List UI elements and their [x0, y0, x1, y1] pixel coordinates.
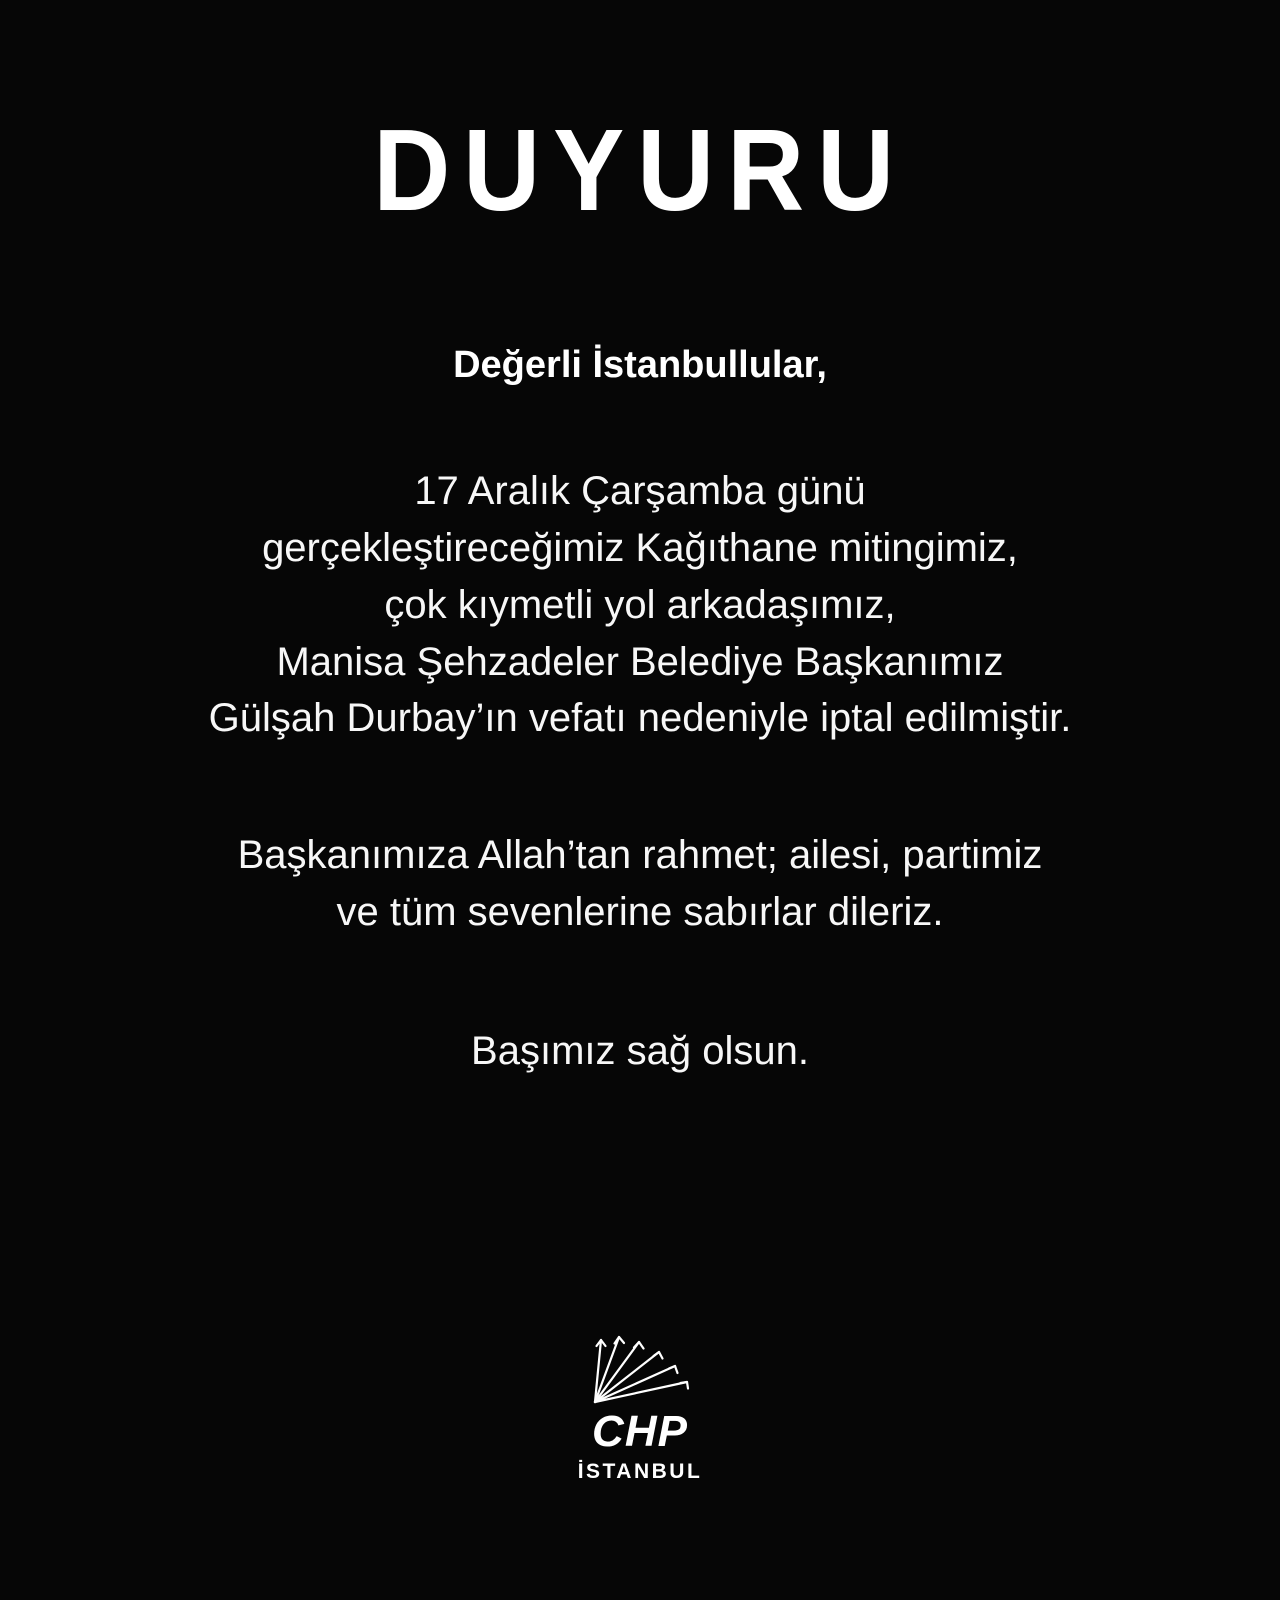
chp-six-arrows-icon [581, 1332, 699, 1404]
text-line: 17 Aralık Çarşamba günü [414, 469, 866, 514]
text-line: Gülşah Durbay’ın vefatı nedeniyle iptal edilmiştir. [208, 696, 1072, 741]
paragraph-condolence [100, 827, 1180, 941]
text-line: Başkanımıza Allah’tan rahmet; ailesi, partimiz [237, 833, 1043, 878]
salutation: Değerli İstanbullular, [453, 344, 827, 386]
paragraph-closing [100, 1023, 1180, 1080]
text-line: Başımız sağ olsun. [471, 1028, 809, 1073]
announcement-body [100, 340, 1180, 1080]
logo-lockup [0, 1332, 1280, 1482]
text-line: Manisa Şehzadeler Belediye Başkanımız [276, 639, 1004, 684]
paragraph-cancellation [100, 463, 1180, 747]
text-line: çok kıymetli yol arkadaşımız, [384, 582, 896, 627]
text-line: ve tüm sevenlerine sabırlar dileriz. [336, 890, 944, 935]
page-title: DUYURU [373, 105, 907, 235]
chp-logo-subtitle: İSTANBUL [577, 1460, 703, 1483]
text-line: gerçekleştireceğimiz Kağıthane mitingimiz, [262, 526, 1018, 571]
chp-wordmark: CHP [592, 1407, 688, 1456]
